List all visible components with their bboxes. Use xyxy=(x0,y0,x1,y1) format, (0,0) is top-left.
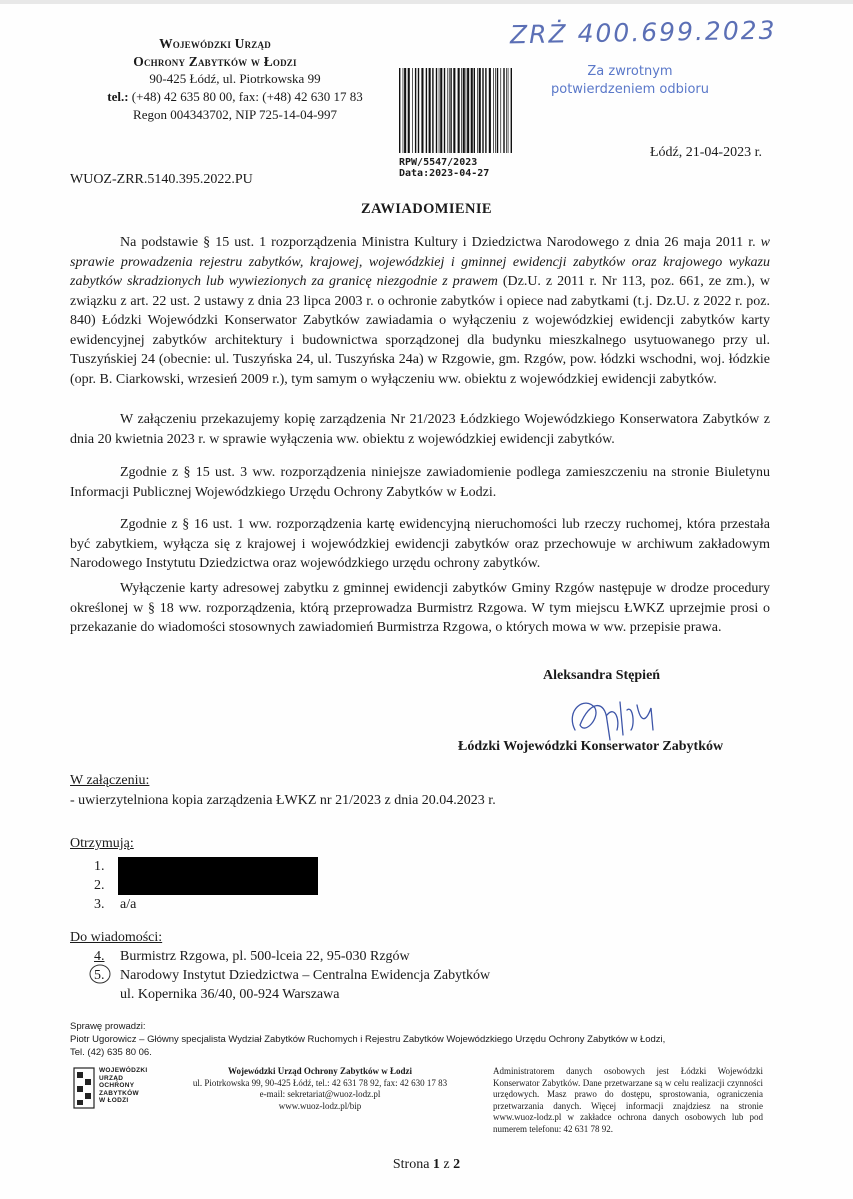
barcode-bar xyxy=(404,68,406,153)
footer-gdpr-notice: Administratorem danych osobowych jest Łódzki Wojewódzki Konserwator Zabytków. Dane przetwarzane są w celu realizacji czynności urzędowych. Masz prawo do dostępu, sprostowania, ograniczenia przetwarzania danych. Więcej informacji znajdziesz na stronie www.wuoz-lodz.pl w zakładce ochrona danych osobowych lub pod numerem telefonu: 42 631 78 92. xyxy=(493,1066,763,1134)
barcode-bar xyxy=(511,68,512,153)
cc-item-4: Burmistrz Rzgowa, pl. 500-lceia 22, 95-030 Rzgów xyxy=(120,949,410,964)
office-regon: Regon 004343702, NIP 725-14-04-997 xyxy=(133,107,337,122)
footer-address: ul. Piotrkowska 99, 90-425 Łódź, tel.: 42 631 78 92, fax: 42 630 17 83 xyxy=(192,1077,448,1088)
page-indicator xyxy=(0,1157,853,1173)
paragraph-1-text-b: (Dz.U. z 2011 r. Nr 113, poz. 661, ze zm.), w związku z art. 22 ust. 2 ustawy z dnia 23 lipca 2003 r. o ochronie zabytków i opiece nad zabytkami (t.j. Dz.U. z 2022 r. poz. 840) Łódzki Wojewódzki Konserwator Zabytków zawiadamia o wyłączeniu z wojewódzkiej ewidencji zabytków karty ewidencyjnej zabytków architektury i budownictwa sporządzonej dla budynku mieszkalnego usytuowanego przy ul. Tuszyńskiej 24 (obecnie: ul. Tuszyńska 24, ul. Tuszyńska 24a) w Rzgowie, gm. Rzgów, pow. łódzki wschodni, woj. łódzkie (opr. B. Ciarkowski, wrzesień 2009 r.), tym samym o wyłączeniu ww. obiektu z wojewódzkiej ewidencji zabytków. xyxy=(70,274,771,387)
barcode-bar xyxy=(403,68,404,153)
barcode-bar xyxy=(495,68,496,153)
barcode-bar xyxy=(458,68,460,153)
office-name xyxy=(95,35,335,71)
cc-item-5-line-2: ul. Kopernika 36/40, 00-924 Warszawa xyxy=(120,987,340,1002)
signer-name: Aleksandra Stępień xyxy=(543,668,661,683)
paragraph-3-text: Zgodnie z § 15 ust. 3 ww. rozporządzenia niniejsze zawiadomienie podlega zamieszczeniu na stronie Biuletynu Informacji Publicznej Wojewódzkiego Urzędu Ochrony Zabytków w Łodzi. xyxy=(70,465,770,500)
stamp-line-1: Za zwrotnym xyxy=(587,64,673,79)
barcode-bar xyxy=(463,68,465,153)
page-prefix: Strona xyxy=(392,1157,430,1172)
barcode-bar xyxy=(503,68,504,153)
paragraph-4-text: Zgodnie z § 16 ust. 1 ww. rozporządzenia kartę ewidencyjną nieruchomości lub rzeczy ruchomej, która przestała być zabytkiem, wyłącza się z krajowej i wojewódzkiej ewidencji zabytków oraz przechowuje w archiwum zakładowym Narodowego Instytutu Dziedzictwa oraz wojewódzkiego urzędu ochrony zabytków. xyxy=(70,517,770,571)
barcode-bar xyxy=(418,68,419,153)
office-address: 90-425 Łódź, ul. Piotrkowska 99 xyxy=(149,71,321,86)
barcode-bar xyxy=(477,68,478,153)
case-handler xyxy=(70,1020,665,1059)
recipients-heading: Otrzymują: xyxy=(70,836,134,851)
redaction-box xyxy=(118,857,318,895)
barcode-bar xyxy=(485,68,486,153)
logo-line: WOJEWÓDZKI xyxy=(99,1067,148,1074)
barcode-bar xyxy=(474,68,475,153)
document-date: Łódź, 21-04-2023 r. xyxy=(650,145,762,160)
paragraph-1 xyxy=(70,233,770,389)
barcode-bar xyxy=(412,68,413,153)
office-logo-text xyxy=(99,1067,148,1105)
cc-number-5: 5. xyxy=(94,968,105,983)
page-total: 2 xyxy=(453,1157,461,1172)
case-reference: WUOZ-ZRR.5140.395.2022.PU xyxy=(70,172,253,187)
cc-heading: Do wiadomości: xyxy=(70,930,163,945)
barcode-bar xyxy=(453,68,455,153)
office-name-line-2: Ochrony Zabytków w Łodzi xyxy=(133,54,297,69)
barcode-bar xyxy=(506,68,507,153)
barcode-bar xyxy=(415,68,416,153)
barcode-label xyxy=(399,157,489,179)
logo-line: W ŁODZI xyxy=(99,1097,129,1105)
barcode-bar xyxy=(471,68,473,153)
scan-edge xyxy=(0,0,853,4)
paragraph-1-regulation-title: w sprawie prowadzenia rejestru zabytków, krajowej, wojewódzkiej i gminnej ewidencji zabytków oraz krajowego wykazu zabytków skradzionych lub wywiezionych za granicę niezgodnie z prawem xyxy=(70,235,770,289)
barcode-code: RPW/5547/2023 xyxy=(399,157,478,168)
barcode-bar xyxy=(444,68,445,153)
footer-office-name: Wojewódzki Urząd Ochrony Zabytków w Łodzi xyxy=(227,1066,413,1076)
footer-contact xyxy=(170,1066,470,1112)
barcode-bar xyxy=(508,68,509,153)
barcode-bar xyxy=(493,68,494,153)
barcode-bar xyxy=(436,68,437,153)
recipient-number-1: 1. xyxy=(94,859,105,874)
barcode-bar xyxy=(399,68,400,153)
barcode-bar xyxy=(489,68,491,153)
tel-value: (+48) 42 635 80 00, fax: (+48) 42 630 17 83 xyxy=(131,89,363,104)
return-receipt-stamp xyxy=(540,63,720,99)
office-name-line-1: Wojewódzki Urząd xyxy=(159,36,271,51)
document-title: ZAWIADOMIENIE xyxy=(361,201,492,217)
barcode-bar xyxy=(439,68,440,153)
barcode-bar xyxy=(432,68,433,153)
footer-email-row xyxy=(170,1089,470,1101)
logo-line: OCHRONY xyxy=(99,1082,135,1090)
case-handler-name: Piotr Ugorowicz – Główny specjalista Wydział Zabytków Ruchomych i Rejestru Zabytków Wojewódzkiego Urzędu Ochrony Zabytków w Łodzi, xyxy=(70,1034,666,1045)
barcode-bar xyxy=(426,68,427,153)
recipient-number-2: 2. xyxy=(94,878,105,893)
office-phone xyxy=(70,88,400,106)
logo-line: URZĄD xyxy=(99,1074,124,1082)
recipient-number-3: 3. xyxy=(94,897,105,912)
office-address-block xyxy=(70,70,400,124)
footer-email-label: e-mail: xyxy=(259,1089,286,1099)
paragraph-5-text: Wyłączenie karty adresowej zabytku z gminnej ewidencji zabytków Gminy Rzgów następuje w drodze procedury określonej w § 18 ww. rozporządzenia, którą przeprowadza Burmistrz Rzgowa. W tym miejscu ŁWKZ uprzejmie prosi o przekazanie do wiadomości stosownych zawiadomień Burmistrza Rzgowa, o których mowa w ww. przepisie prawa. xyxy=(70,581,770,635)
cc-item-5-line-1: Narodowy Instytut Dziedzictwa – Centralna Ewidencja Zabytków xyxy=(120,968,491,983)
paragraph-2-text: W załączeniu przekazujemy kopię zarządzenia Nr 21/2023 Łódzkiego Wojewódzkiego Konserwatora Zabytków z dnia 20 kwietnia 2023 r. w sprawie wyłączenia ww. obiektu z wojewódzkiej ewidencji zabytków. xyxy=(70,412,770,447)
stamp-line-2: potwierdzeniem odbioru xyxy=(551,82,709,97)
case-handler-label: Sprawę prowadzi: xyxy=(70,1021,146,1032)
cc-number-4: 4. xyxy=(94,949,105,964)
footer-website-link[interactable]: www.wuoz-lodz.pl/bip xyxy=(278,1100,362,1111)
tel-label: tel.: xyxy=(107,89,129,104)
recipient-item-3: a/a xyxy=(120,897,137,912)
paragraph-4 xyxy=(70,515,770,574)
barcode-bar xyxy=(450,68,451,153)
logo-line: ZABYTKÓW xyxy=(99,1089,139,1097)
barcode-bar xyxy=(447,68,448,153)
page-current: 1 xyxy=(432,1157,440,1172)
signer-role: Łódzki Wojewódzki Konserwator Zabytków xyxy=(458,739,724,754)
barcode-bar xyxy=(461,68,462,153)
barcode-bar xyxy=(408,68,410,153)
paragraph-1-text-a: Na podstawie § 15 ust. 1 rozporządzenia Ministra Kultury i Dziedzictwa Narodowego z dnia 26 maja 2011 r. xyxy=(120,235,756,250)
barcode-bar xyxy=(497,68,498,153)
paragraph-2 xyxy=(70,410,770,449)
handwritten-circle-mark xyxy=(88,963,112,985)
barcode-image xyxy=(398,68,513,153)
barcode-bar xyxy=(479,68,481,153)
barcode-bar xyxy=(466,68,467,153)
barcode-bar xyxy=(500,68,501,153)
barcode-bar xyxy=(421,68,423,153)
office-logo-icon xyxy=(72,1066,96,1110)
barcode-bar xyxy=(440,68,442,153)
paragraph-5 xyxy=(70,579,770,638)
barcode-bar xyxy=(429,68,431,153)
barcode-bar xyxy=(482,68,483,153)
barcode-date: Data:2023-04-27 xyxy=(399,168,490,179)
footer-email-link[interactable]: sekretariat@wuoz-lodz.pl xyxy=(287,1089,381,1099)
handwritten-reference: ZRŻ 400.699.2023 xyxy=(509,15,777,50)
barcode-bar xyxy=(467,68,469,153)
attachments-heading: W załączeniu: xyxy=(70,773,150,788)
barcode-bar xyxy=(449,68,450,153)
page-separator: z xyxy=(443,1157,450,1172)
attachment-item: - uwierzytelniona kopia zarządzenia ŁWKZ nr 21/2023 z dnia 20.04.2023 r. xyxy=(70,793,496,808)
paragraph-3 xyxy=(70,463,770,502)
case-handler-phone: Tel. (42) 635 80 06. xyxy=(70,1047,152,1058)
